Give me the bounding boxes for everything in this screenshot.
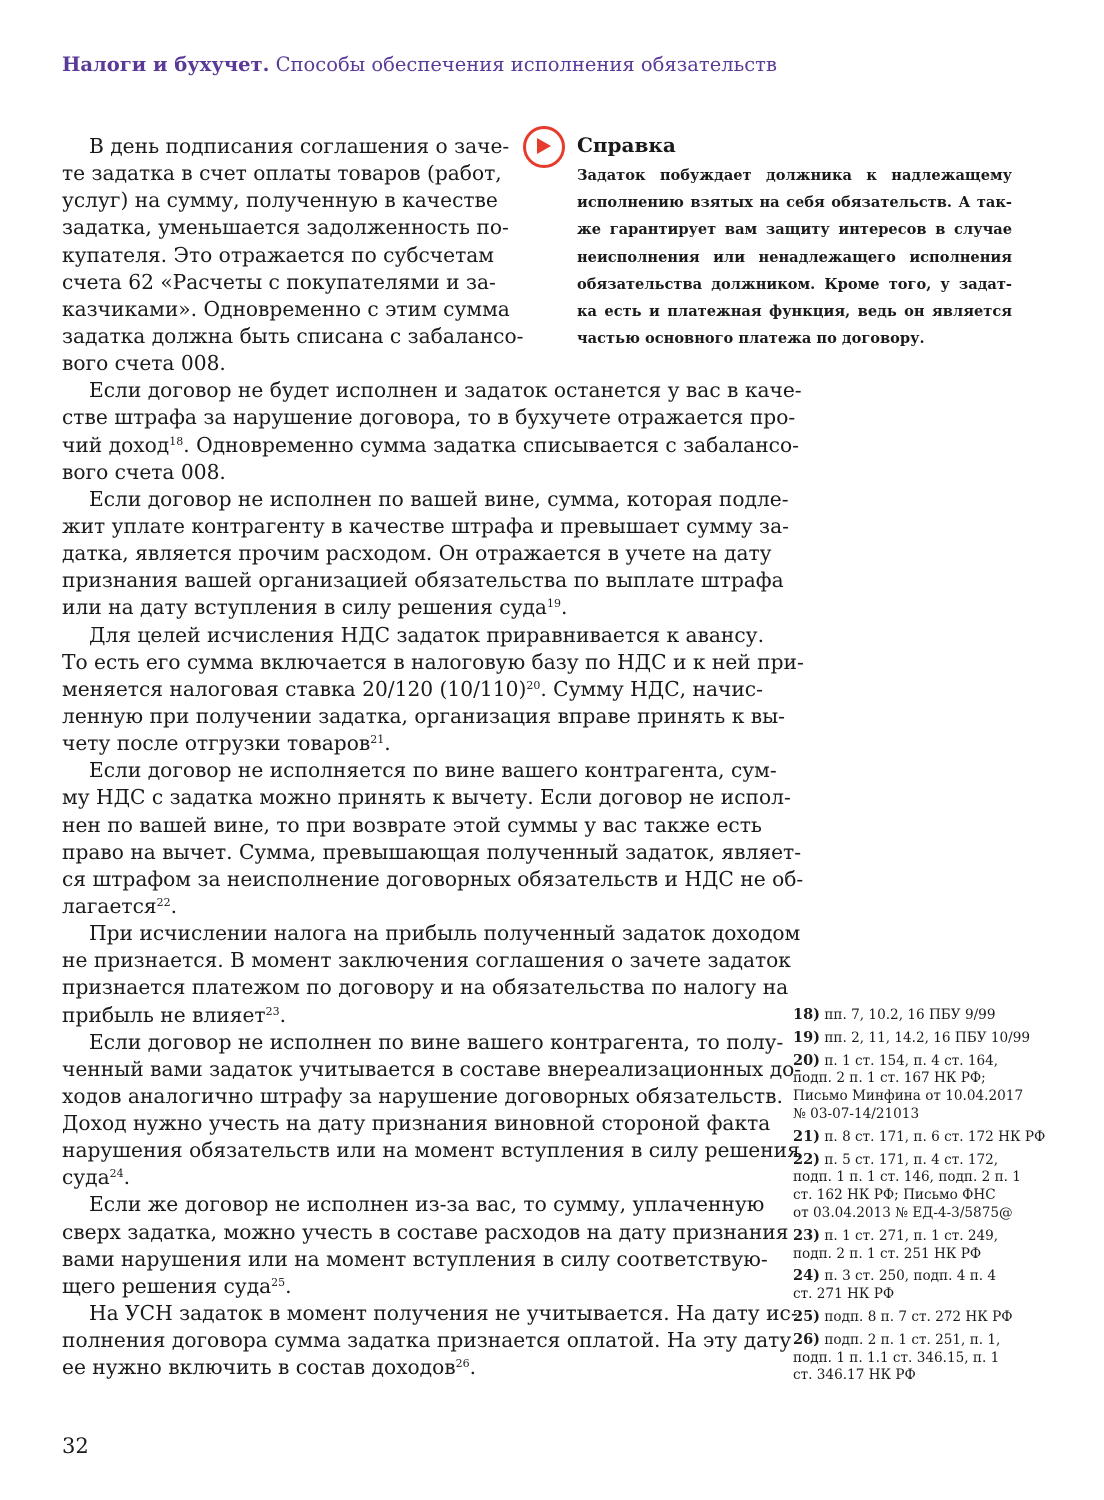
text-segment: счета 62 «Расчеты с покупателями и за-: [62, 269, 496, 294]
text-segment: нарушения обязательств или на момент вступления в силу решения: [62, 1138, 800, 1163]
text-segment: ходов аналогично штрафу за нарушение договорных обязательств.: [62, 1083, 783, 1108]
text-line: [62, 784, 791, 811]
text-line: [62, 757, 777, 784]
footnote: [793, 1006, 1023, 1025]
text-segment: Доход нужно учесть на дату признания виновной стороной факта: [62, 1111, 771, 1136]
footnote-number: 22): [793, 1150, 821, 1168]
text-segment: .: [469, 1355, 477, 1380]
text-segment: вого счета 008.: [62, 351, 226, 376]
footnote-line: [793, 1286, 1023, 1304]
text-line: [62, 649, 804, 676]
text-segment: признается платежом по договору и на обязательства по налогу на: [62, 975, 789, 1000]
footnote-line: [793, 1350, 1023, 1368]
text-segment: Если же договор не исполнен из-за вас, то сумму, уплаченную: [89, 1192, 765, 1217]
text-segment: ленную при получении задатка, организация вправе принять к вы-: [62, 703, 785, 728]
text-segment: задатка должна быть списана с забалансо-: [62, 323, 524, 348]
footnote-text: п. 3 ст. 250, подп. 4 п. 4: [824, 1268, 997, 1285]
text-line: [62, 1219, 789, 1246]
footnote-number: 18): [793, 1006, 821, 1023]
text-line: [62, 513, 789, 540]
text-line: [62, 187, 498, 214]
footnote-line: [793, 1070, 1023, 1088]
text-line: [62, 1300, 798, 1327]
text-segment: полнения договора сумма задатка признается оплатой. На эту дату: [62, 1328, 792, 1353]
footnote-ref: 24: [109, 1167, 124, 1181]
text-segment: Если договор не исполнен по вине вашего контрагента, то полу-: [89, 1029, 784, 1054]
text-segment: задатка, уменьшается задолженность по-: [62, 215, 509, 240]
text-segment: Для целей исчисления НДС задаток приравнивается к авансу.: [89, 622, 764, 647]
footnote-text: от 03.04.2013 № ЕД-4-3/5875@: [793, 1204, 1013, 1221]
text-line: [62, 160, 502, 187]
text-line: [62, 594, 740, 621]
reference-line: ка есть и платежная функция, ведь он является: [577, 302, 1012, 320]
text-segment: В день подписания соглашения о заче-: [89, 134, 510, 158]
text-line: [62, 350, 482, 377]
footnote-text: подп. 8 п. 7 ст. 272 НК РФ: [824, 1308, 1013, 1325]
footnote-number: 25): [793, 1307, 821, 1325]
text-segment: ее нужно включить в состав доходов: [62, 1355, 456, 1380]
footnote-text: пп. 7, 10.2, 16 ПБУ 9/99: [824, 1007, 996, 1023]
footnote-text: подп. 2 п. 1 ст. 251, п. 1,: [824, 1331, 1001, 1348]
text-line: [62, 432, 799, 459]
text-segment: право на вычет. Сумма, превышающая полученный задаток, являет-: [62, 839, 802, 864]
text-line: [62, 1327, 792, 1354]
text-line: [62, 1083, 783, 1110]
footnote-number: 26): [793, 1330, 821, 1348]
header-section: Налоги и бухучет.: [62, 53, 270, 76]
reference-line: неисполнения или ненадлежащего исполнения: [577, 248, 1012, 266]
text-segment: .: [170, 893, 178, 918]
footnote-ref: 26: [455, 1357, 470, 1371]
footnote-ref: 20: [526, 678, 541, 692]
text-segment: ченный вами задаток учитывается в составе внереализационных до-: [62, 1056, 802, 1081]
footnote-text: Письмо Минфина от 10.04.2017: [793, 1088, 1024, 1105]
footnote-line: [793, 1331, 1023, 1350]
text-line: [62, 866, 804, 893]
text-line: [62, 323, 524, 350]
footnote-text: подп. 1 п. 1 ст. 146, подп. 2 п. 1: [793, 1169, 1021, 1186]
footnote-line: [793, 1151, 1023, 1170]
text-segment: .: [384, 731, 391, 756]
text-segment: лагается: [62, 893, 157, 918]
text-line: [62, 1191, 765, 1218]
text-segment: услуг) на сумму, полученную в качестве: [62, 188, 498, 213]
text-line: [62, 242, 495, 269]
footnote-text: ст. 346.17 НК РФ: [793, 1367, 916, 1384]
text-segment: Если договор не исполнен по вашей вине, сумма, которая подле-: [89, 486, 789, 511]
reference-body: [577, 162, 1012, 352]
text-segment: му НДС с задатка можно принять к вычету. Если договор не испол-: [62, 785, 791, 810]
text-line: [62, 567, 784, 594]
text-line: [62, 1273, 740, 1300]
footnote-text: п. 1 ст. 271, п. 1 ст. 249,: [824, 1227, 999, 1244]
footnote-line: [793, 1106, 1023, 1124]
text-line: [62, 1110, 771, 1137]
footnote-line: [793, 1052, 1023, 1071]
footnote-text: подп. 2 п. 1 ст. 167 НК РФ;: [793, 1070, 986, 1087]
text-line: [62, 1137, 800, 1164]
text-line: [62, 622, 764, 649]
text-line: [62, 974, 789, 1001]
text-line: [62, 1246, 768, 1273]
text-segment: меняется налоговая ставка 20/120 (10/110): [62, 676, 527, 701]
text-line: [62, 839, 802, 866]
footnote-line: [793, 1267, 1023, 1286]
text-line: [62, 812, 762, 839]
footnote-number: 21): [793, 1127, 821, 1145]
text-line: [62, 1029, 784, 1056]
footnote-number: 23): [793, 1226, 821, 1244]
header-title: Способы обеспечения исполнения обязательств: [275, 53, 777, 76]
text-segment: . Одновременно сумма задатка списывается с забалансо-: [183, 432, 799, 457]
footnote-number: 20): [793, 1051, 821, 1069]
footnote-line: [793, 1127, 1046, 1147]
reference-line: обязательства должником. Кроме того, у задат-: [577, 275, 1012, 293]
text-segment: сверх задатка, можно учесть в составе расходов на дату признания: [62, 1219, 789, 1244]
footnote-line: [793, 1187, 1023, 1205]
footnote-line: [793, 1169, 1023, 1187]
text-segment: казчиками». Одновременно с этим сумма: [62, 296, 510, 321]
text-segment: вого счета 008.: [62, 459, 226, 484]
reference-title: Справка: [577, 133, 676, 157]
text-segment: щего решения суда: [62, 1273, 272, 1298]
text-segment: жит уплате контрагенту в качестве штрафа и превышает сумму за-: [62, 513, 789, 538]
text-segment: Если договор не исполняется по вине вашего контрагента, сум-: [89, 758, 777, 783]
footnote-ref: 19: [546, 597, 561, 611]
text-segment: чий доход: [62, 432, 170, 457]
footnote-text: № 03-07-14/21013: [793, 1105, 920, 1122]
text-segment: Если договор не будет исполнен и задаток останется у вас в каче-: [89, 378, 802, 403]
reference-line: же гарантирует вам защиту интересов в случае: [577, 221, 1012, 239]
text-segment: При исчислении налога на прибыль полученный задаток доходом: [89, 921, 801, 946]
footnote: [793, 1151, 1023, 1223]
footnote: [793, 1227, 1023, 1264]
footnote-line: [793, 1367, 1023, 1385]
text-segment: ся штрафом за неисполнение договорных обязательств и НДС не об-: [62, 866, 804, 891]
text-line: [62, 1164, 740, 1191]
text-segment: нен по вашей вине, то при возврате этой суммы у вас также есть: [62, 812, 762, 837]
text-segment: суда: [62, 1165, 110, 1190]
text-line: [62, 703, 785, 730]
text-line: [62, 269, 496, 296]
text-line: [62, 404, 796, 431]
footnote: [793, 1052, 1023, 1124]
text-line: [62, 1002, 740, 1029]
text-segment: те задатка в счет оплаты товаров (работ,: [62, 161, 502, 186]
play-icon: [523, 126, 565, 168]
text-segment: прибыль не влияет: [62, 1002, 266, 1027]
text-line: [62, 377, 802, 404]
text-segment: чету после отгрузки товаров: [62, 731, 371, 756]
footnote-line: [793, 1227, 1023, 1246]
text-segment: купателя. Это отражается по субсчетам: [62, 242, 495, 267]
footnote: [793, 1127, 1046, 1147]
footnote-text: подп. 1 п. 1.1 ст. 346.15, п. 1: [793, 1349, 1000, 1366]
footnote-text: подп. 2 п. 1 ст. 251 НК РФ: [793, 1245, 982, 1262]
text-segment: вами нарушения или на момент вступления в силу соответствую-: [62, 1246, 768, 1271]
text-line: [62, 296, 510, 323]
text-line: [62, 1056, 802, 1083]
text-segment: То есть его сумма включается в налоговую базу по НДС и к ней при-: [62, 649, 804, 674]
text-segment: стве штрафа за нарушение договора, то в бухучете отражается про-: [62, 405, 796, 430]
footnote-text: пп. 2, 11, 14.2, 16 ПБУ 10/99: [824, 1029, 1031, 1046]
text-segment: .: [279, 1002, 287, 1027]
text-line: [62, 676, 763, 703]
footnote-line: [793, 1308, 1023, 1327]
text-line: [62, 893, 740, 920]
text-line: [62, 486, 789, 513]
footnote-ref: 22: [156, 895, 171, 909]
footnote-text: ст. 162 НК РФ; Письмо ФНС: [793, 1187, 996, 1204]
footnote-number: 19): [793, 1028, 821, 1046]
footnotes: [793, 1006, 1046, 1389]
text-line: [62, 730, 740, 757]
text-line: [62, 540, 772, 567]
reference-line: частью основного платежа по договору.: [577, 330, 925, 348]
text-segment: .: [285, 1273, 292, 1298]
text-segment: признания вашей организацией обязательства по выплате штрафа: [62, 568, 784, 593]
footnote-ref: 21: [370, 733, 385, 747]
footnote-line: [793, 1028, 1031, 1048]
reference-line: Задаток побуждает должника к надлежащему: [577, 167, 1012, 184]
text-line: [62, 459, 740, 486]
text-line: [62, 133, 509, 160]
footnote-text: п. 8 ст. 171, п. 6 ст. 172 НК РФ: [824, 1128, 1046, 1145]
footnote-ref: 25: [271, 1275, 286, 1289]
footnote-text: ст. 271 НК РФ: [793, 1286, 895, 1303]
running-header: [62, 53, 777, 76]
footnote: [793, 1331, 1023, 1385]
text-segment: На УСН задаток в момент получения не учитывается. На дату ис-: [89, 1301, 798, 1326]
text-line: [62, 214, 509, 241]
footnote-number: 24): [793, 1267, 821, 1285]
text-line: [62, 947, 791, 974]
text-segment: датка, является прочим расходом. Он отражается в учете на дату: [62, 541, 772, 566]
footnote: [793, 1028, 1031, 1048]
text-line: [62, 920, 801, 947]
footnote-line: [793, 1088, 1023, 1106]
text-segment: не признается. В момент заключения соглашения о зачете задаток: [62, 948, 791, 973]
footnote-text: п. 1 ст. 154, п. 4 ст. 164,: [824, 1052, 999, 1069]
text-segment: .: [560, 595, 568, 620]
footnote-ref: 18: [169, 434, 184, 448]
footnote-line: [793, 1246, 1023, 1264]
page-number: 32: [62, 1434, 89, 1458]
footnote-text: п. 5 ст. 171, п. 4 ст. 172,: [824, 1151, 999, 1168]
footnote: [793, 1308, 1023, 1327]
footnote-line: [793, 1205, 1023, 1223]
reference-line: исполнению взятых на себя обязательств. А так-: [577, 194, 1012, 212]
footnote: [793, 1267, 1023, 1304]
text-segment: .: [123, 1165, 131, 1190]
text-segment: . Сумму НДС, начис-: [540, 676, 763, 701]
footnote-line: [793, 1006, 1023, 1025]
footnote-ref: 23: [265, 1004, 280, 1018]
text-segment: или на дату вступления в силу решения суда: [62, 595, 547, 620]
text-line: [62, 1354, 740, 1381]
